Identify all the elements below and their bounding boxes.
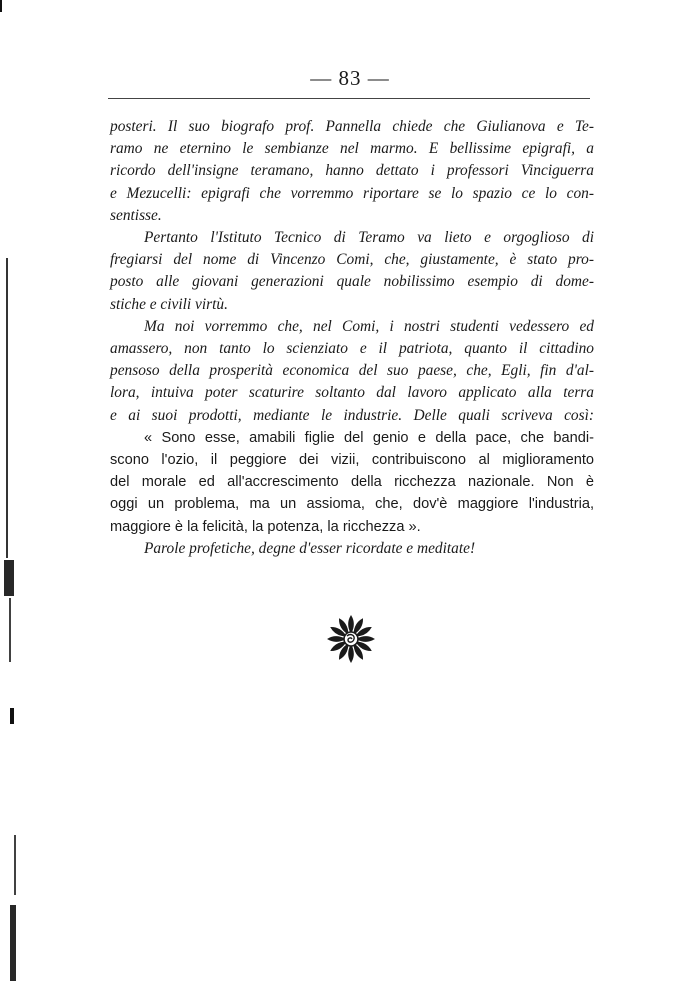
header-rule <box>108 98 590 99</box>
text-line: e Mezucelli: epigrafi che vorremmo riportare se lo spazio ce lo con- <box>110 184 594 202</box>
text-line: stiche e civili virtù. <box>110 295 228 313</box>
text-line: oggi un problema, ma un assioma, che, dov'è maggiore l'industria, <box>110 496 594 513</box>
paragraph <box>110 116 594 227</box>
text-line: e ai suoi prodotti, mediante le industrie. Delle quali scriveva così: <box>110 406 594 424</box>
scan-edge-mark <box>0 0 2 12</box>
scan-edge-mark <box>10 905 16 981</box>
flower-ornament-icon <box>326 614 376 664</box>
scan-edge-mark <box>10 708 14 724</box>
text-line: « Sono esse, amabili figlie del genio e della pace, che bandi- <box>144 429 594 446</box>
text-line: Pertanto l'Istituto Tecnico di Teramo va lieto e orgoglioso di <box>144 229 594 247</box>
text-line: maggiore è la felicità, la potenza, la ricchezza ». <box>110 518 421 535</box>
text-line: Ma noi vorremmo che, nel Comi, i nostri studenti vedessero ed <box>144 317 594 335</box>
scan-edge-mark <box>9 598 11 662</box>
text-line: ramo ne eternino le sembianze nel marmo. E bellissime epigrafi, a <box>110 140 594 158</box>
text-line: sentisse. <box>110 206 162 224</box>
scan-edge-mark <box>6 258 8 558</box>
text-line: posteri. Il suo biografo prof. Pannella chiede che Giulianova e Te- <box>110 118 594 135</box>
text-line: Parole profetiche, degne d'esser ricordate e meditate! <box>144 539 476 557</box>
scan-edge-mark <box>14 835 16 895</box>
quotation <box>110 427 594 538</box>
scan-edge-mark <box>4 560 14 596</box>
paragraph <box>110 227 594 316</box>
text-line: pensoso della prosperità economica del suo paese, che, Egli, fin d'al- <box>110 362 594 380</box>
paragraph <box>110 316 594 427</box>
paragraph <box>110 538 594 560</box>
text-line: fregiarsi del nome di Vincenzo Comi, che, giustamente, è stato pro- <box>110 251 594 269</box>
page-number: — 83 — <box>310 66 390 90</box>
text-line: del morale ed all'accrescimento della ricchezza nazionale. Non è <box>110 474 594 491</box>
text-line: posto alle giovani generazioni quale nobilissimo esempio di dome- <box>110 273 594 291</box>
body-text <box>110 116 594 560</box>
text-line: ricordo dell'insigne teramano, hanno dettato i professori Vinciguerra <box>110 162 594 180</box>
text-line: lora, intuiva poter scaturire soltanto dal lavoro applicato alla terra <box>110 384 594 402</box>
text-line: scono l'ozio, il peggiore dei vizii, contribuiscono al miglioramento <box>110 452 594 469</box>
text-line: amassero, non tanto lo scienziato e il patriota, quanto il cittadino <box>110 340 594 358</box>
